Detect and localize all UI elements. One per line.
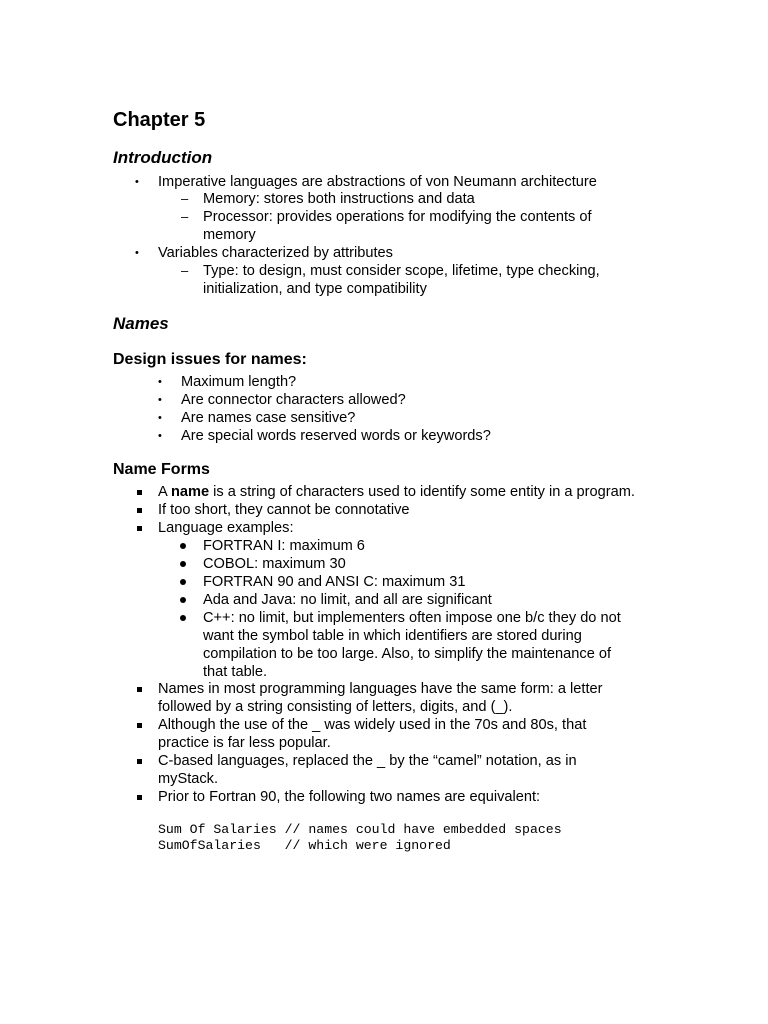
dash-icon: – bbox=[181, 191, 189, 206]
code-line: Sum Of Salaries // names could have embedded spaces bbox=[158, 822, 562, 837]
bullet-icon: • bbox=[135, 176, 139, 188]
example-item: FORTRAN 90 and ANSI C: maximum 31 bbox=[203, 574, 466, 590]
name-forms-item-6-cont: myStack. bbox=[158, 771, 219, 787]
intro-item-2-sub-1-cont: initialization, and type compatibility bbox=[203, 281, 427, 297]
bullet-icon: • bbox=[158, 430, 162, 442]
intro-item-1-sub-1: Memory: stores both instructions and data bbox=[203, 191, 475, 207]
introduction-heading: Introduction bbox=[113, 148, 213, 167]
names-heading: Names bbox=[113, 314, 169, 333]
bullet-icon bbox=[180, 579, 186, 585]
name-forms-item-6: C-based languages, replaced the _ by the “camel” notation, as in bbox=[158, 753, 577, 769]
item-text: A bbox=[158, 484, 171, 500]
intro-item-1-sub-2-cont: memory bbox=[203, 227, 256, 243]
dash-icon: – bbox=[181, 263, 189, 278]
intro-item-2: Variables characterized by attributes bbox=[158, 245, 393, 261]
square-bullet-icon bbox=[137, 795, 142, 800]
square-bullet-icon bbox=[137, 526, 142, 531]
chapter-title: Chapter 5 bbox=[113, 109, 206, 131]
intro-item-2-sub-1: Type: to design, must consider scope, lifetime, type checking, bbox=[203, 263, 600, 279]
bullet-icon: • bbox=[135, 247, 139, 259]
code-line: SumOfSalaries // which were ignored bbox=[158, 838, 451, 853]
name-forms-item-5: Although the use of the _ was widely used in the 70s and 80s, that bbox=[158, 717, 587, 733]
bullet-icon bbox=[180, 561, 186, 567]
bullet-icon bbox=[180, 543, 186, 549]
name-forms-item-5-cont: practice is far less popular. bbox=[158, 735, 331, 751]
name-forms-heading: Name Forms bbox=[113, 461, 210, 478]
example-item-cpp: C++: no limit, but implementers often impose one b/c they do not bbox=[203, 610, 621, 626]
example-item-cpp-cont: want the symbol table in which identifiers are stored during bbox=[203, 628, 582, 644]
square-bullet-icon bbox=[137, 723, 142, 728]
example-item: Ada and Java: no limit, and all are significant bbox=[203, 592, 492, 608]
bullet-icon bbox=[180, 615, 186, 621]
square-bullet-icon bbox=[137, 508, 142, 513]
design-item: Are special words reserved words or keywords? bbox=[181, 428, 491, 444]
design-item: Maximum length? bbox=[181, 374, 297, 390]
example-item: COBOL: maximum 30 bbox=[203, 556, 346, 572]
bullet-icon: • bbox=[158, 394, 162, 406]
design-item: Are names case sensitive? bbox=[181, 410, 356, 426]
item-text: is a string of characters used to identify some entity in a program. bbox=[209, 484, 635, 500]
name-forms-item-4-cont: followed by a string consisting of letters, digits, and (_). bbox=[158, 699, 513, 715]
example-item-cpp-cont: compilation to be too large. Also, to simplify the maintenance of bbox=[203, 646, 612, 662]
name-forms-item-7: Prior to Fortran 90, the following two names are equivalent: bbox=[158, 789, 541, 805]
example-item-cpp-cont: that table. bbox=[203, 664, 268, 680]
name-forms-item-1 bbox=[158, 483, 635, 501]
design-item: Are connector characters allowed? bbox=[181, 392, 406, 408]
square-bullet-icon bbox=[137, 490, 142, 495]
name-forms-item-2: If too short, they cannot be connotative bbox=[158, 502, 410, 518]
square-bullet-icon bbox=[137, 687, 142, 692]
example-item: FORTRAN I: maximum 6 bbox=[203, 538, 365, 554]
name-forms-item-4: Names in most programming languages have the same form: a letter bbox=[158, 681, 603, 697]
intro-item-1-sub-2: Processor: provides operations for modifying the contents of bbox=[203, 209, 592, 225]
bold-term: name bbox=[170, 484, 210, 500]
bullet-icon: • bbox=[158, 412, 162, 424]
name-forms-item-3: Language examples: bbox=[158, 520, 294, 536]
dash-icon: – bbox=[181, 209, 189, 224]
square-bullet-icon bbox=[137, 759, 142, 764]
bullet-icon bbox=[180, 597, 186, 603]
design-issues-heading: Design issues for names: bbox=[113, 351, 307, 368]
bullet-icon: • bbox=[158, 376, 162, 388]
intro-item-1: Imperative languages are abstractions of von Neumann architecture bbox=[158, 174, 597, 190]
